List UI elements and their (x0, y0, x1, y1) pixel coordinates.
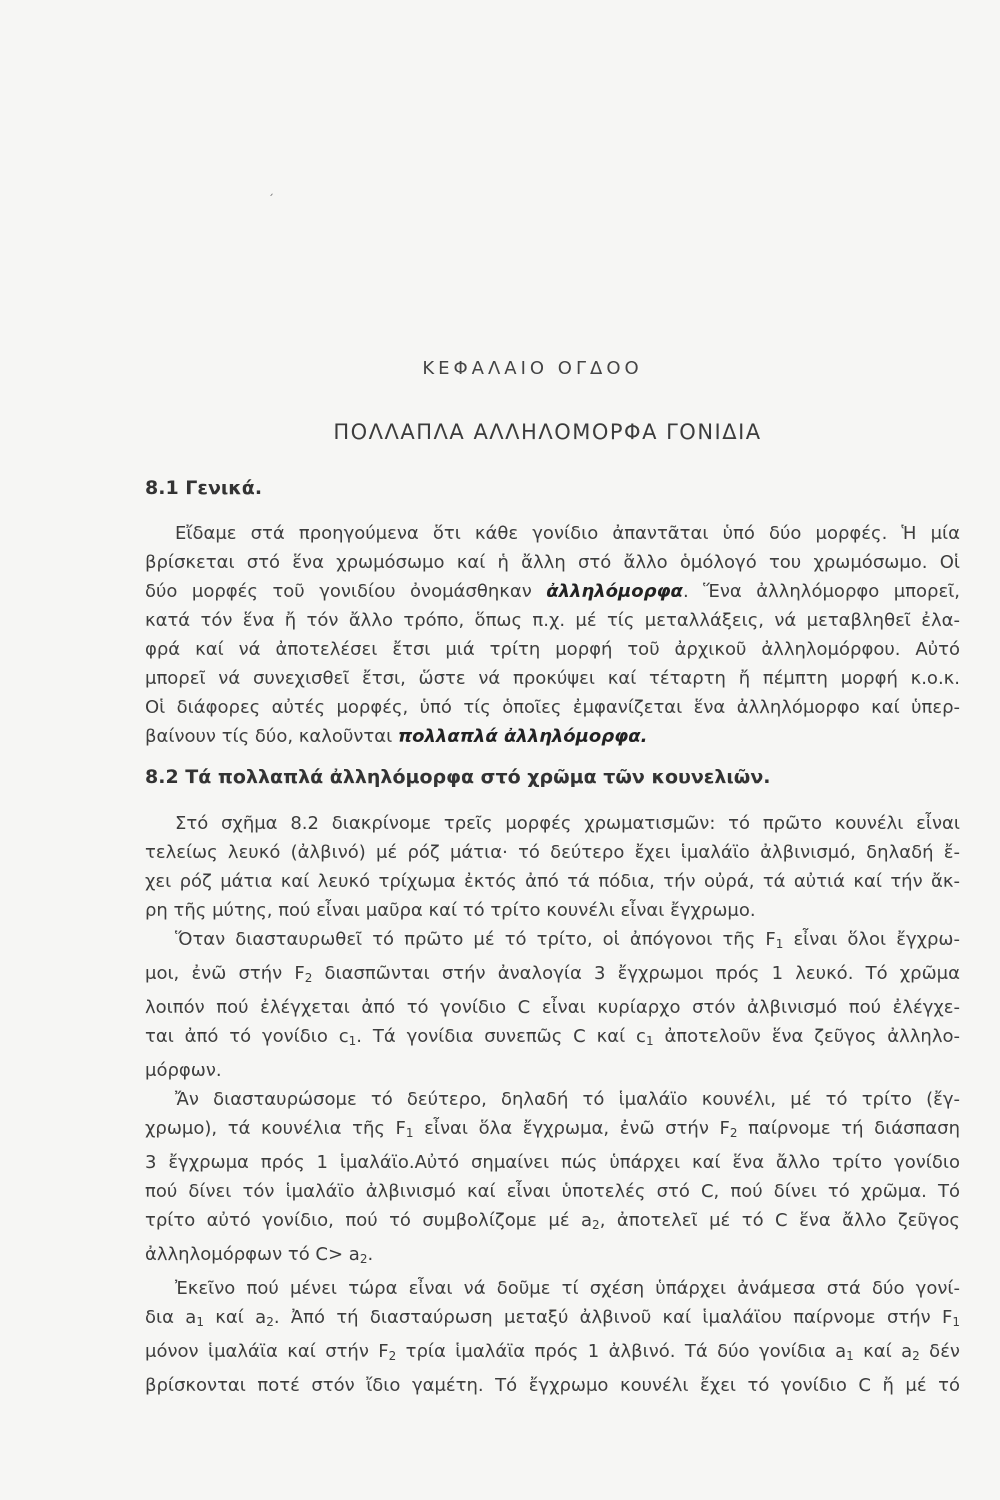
term-allelomorpha: ἀλληλόμορφα (546, 581, 683, 602)
text-line: 3 ἔγχρωμα πρός 1 ἱμαλάϊο.Αὐτό σημαίνει πώς ὑπάρχει καί ἕνα ἄλλο τρίτο γονίδιο (145, 1152, 960, 1173)
text-line: δύο μορφές τοῦ γονιδίου ὀνομάσθηκαν ἀλληλόμορφα. Ἕνα ἀλληλόμορφο μπορεῖ, (145, 581, 961, 602)
text-line: φρά καί νά ἀποτελέσει ἔτσι μιά τρίτη μορφή τοῦ ἀρχικοῦ ἀλληλομόρφου. Αὐτό (145, 639, 960, 660)
text-line: βαίνουν τίς δύο, καλοῦνται πολλαπλά ἀλληλόμορφα. (145, 726, 648, 747)
paragraph (145, 519, 960, 751)
text-line: χει ρόζ μάτια καί λευκό τρίχωμα ἐκτός ἀπό τά πόδια, τήν οὐρά, τά αὐτιά καί τήν ἄκ- (145, 871, 960, 892)
text-line: λοιπόν πού ἐλέγχεται ἀπό τό γονίδιο C εἶναι κυρίαρχο στόν ἀλβινισμό πού ἐλέγχε- (145, 997, 960, 1018)
chapter-label: ΚΕΦΑΛΑΙΟ ΟΓΔΟΟ (422, 358, 643, 379)
section-heading-8-1: 8.1 Γενικά. (145, 477, 263, 499)
text-line: δια $a_1$ καί $a_2$. Ἀπό τή διασταύρωση μεταξύ ἀλβινοῦ καί ἱμαλάϊου παίρνομε στήν $F_1$ (145, 1307, 960, 1329)
paragraph (145, 1274, 960, 1400)
text-line: βρίσκεται στό ἕνα χρωμόσωμο καί ἡ ἄλλη στό ἄλλο ὁμόλογό του χρωμόσωμο. Οἱ (145, 552, 960, 573)
text-line: μοι, ἐνῶ στήν $F_2$ διασπῶνται στήν ἀναλογία 3 ἔγχρωμοι πρός 1 λευκό. Τό χρῶμα (145, 963, 960, 985)
text-line: ρη τῆς μύτης, πού εἶναι μαῦρα καί τό τρίτο κουνέλι εἶναι ἔγχρωμο. (145, 900, 756, 921)
text-line: χρωμο), τά κουνέλια τῆς $F_1$ εἶναι ὅλα ἔγχρωμα, ἐνῶ στήν $F_2$ παίρνομε τή διάσπαση (145, 1118, 960, 1140)
text-line: μόνον ἱμαλάϊα καί στήν $F_2$ τρία ἱμαλάϊα πρός 1 ἀλβινό. Τά δύο γονίδια $a_1$ καί $a_2$ δέν (145, 1341, 960, 1363)
text-line: Ἄν διασταυρώσομε τό δεύτερο, δηλαδή τό ἱμαλάϊο κουνέλι, μέ τό τρίτο (ἔγ- (175, 1089, 960, 1110)
text-line: μόρφων. (145, 1060, 222, 1081)
section-8-1-body (145, 519, 960, 751)
paragraph (145, 1085, 960, 1274)
text-line: κατά τόν ἕνα ἤ τόν ἄλλο τρόπο, ὅπως π.χ. μέ τίς μεταλλάξεις, νά μεταβληθεῖ ἐλα- (145, 610, 960, 631)
text-line: μπορεῖ νά συνεχισθεῖ ἔτσι, ὥστε νά προκύψει καί τέταρτη ἤ πέμπτη μορφή κ.ο.κ. (145, 668, 960, 689)
section-heading-8-2: 8.2 Τά πολλαπλά ἀλληλόμορφα στό χρῶμα τῶν κουνελιῶν. (145, 766, 771, 788)
stray-pen-mark: ˏ (268, 182, 274, 196)
paragraph (145, 925, 960, 1085)
term-pollapla-allelomorpha: πολλαπλά ἀλληλόμορφα. (397, 726, 648, 747)
text-line: ἀλληλομόρφων τό $C> a_2$. (145, 1244, 374, 1266)
text-line: Οἱ διάφορες αὐτές μορφές, ὑπό τίς ὁποῖες ἐμφανίζεται ἕνα ἀλληλόμορφο καί ὑπερ- (145, 697, 960, 718)
text-line: τελείως λευκό (ἀλβινό) μέ ρόζ μάτια· τό δεύτερο ἔχει ἱμαλάϊο ἀλβινισμό, δηλαδή ἔ- (145, 842, 960, 863)
text-line: πού δίνει τόν ἱμαλάϊο ἀλβινισμό καί εἶναι ὑποτελές στό C, πού δίνει τό χρῶμα. Τό (145, 1181, 960, 1202)
paragraph (145, 809, 960, 925)
text-line: Στό σχῆμα 8.2 διακρίνομε τρεῖς μορφές χρωματισμῶν: τό πρῶτο κουνέλι εἶναι (175, 813, 960, 834)
section-8-2-body (145, 809, 960, 1400)
text-line: Ἐκεῖνο πού μένει τώρα εἶναι νά δοῦμε τί σχέση ὑπάρχει ἀνάμεσα στά δύο γονί- (175, 1278, 960, 1299)
text-line: ται ἀπό τό γονίδιο $c_1$. Τά γονίδια συνεπῶς C καί $c_1$ ἀποτελοῦν ἕνα ζεῦγος ἀλληλο- (145, 1026, 960, 1048)
text-line: τρίτο αὐτό γονίδιο, πού τό συμβολίζομε μέ $a_2$, ἀποτελεῖ μέ τό C ἕνα ἄλλο ζεῦγος (145, 1210, 960, 1232)
text-line: Ὅταν διασταυρωθεῖ τό πρῶτο μέ τό τρίτο, οἱ ἀπόγονοι τῆς $F_1$ εἶναι ὅλοι ἔγχρω- (175, 929, 960, 951)
chapter-title: ΠΟΛΛΑΠΛΑ ΑΛΛΗΛΟΜΟΡΦΑ ΓΟΝΙΔΙΑ (333, 420, 762, 444)
text-line: Εἴδαμε στά προηγούμενα ὅτι κάθε γονίδιο ἀπαντᾶται ὑπό δύο μορφές. Ἡ μία (175, 523, 960, 544)
text-line: βρίσκονται ποτέ στόν ἴδιο γαμέτη. Τό ἔγχρωμο κουνέλι ἔχει τό γονίδιο C ἤ μέ τό (145, 1375, 960, 1396)
